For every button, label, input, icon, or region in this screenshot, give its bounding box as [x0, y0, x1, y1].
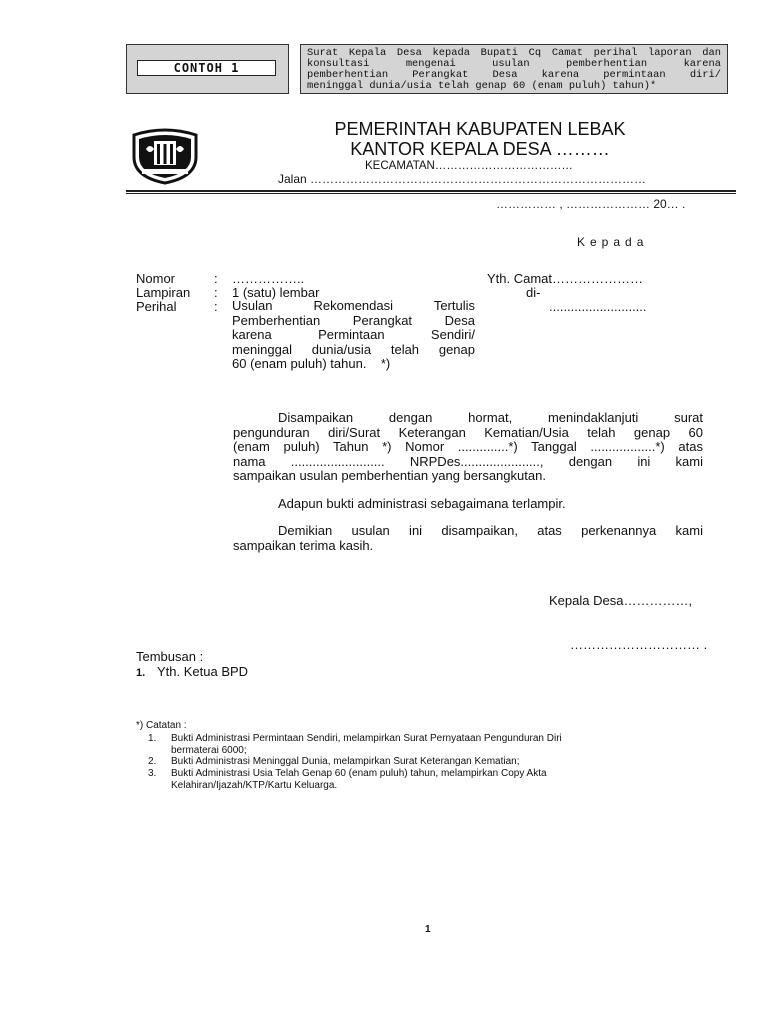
tembusan-number: 1.: [136, 667, 146, 679]
note-number: 3.: [148, 768, 157, 779]
perihal-line: meninggal dunia/usia telah genap: [232, 341, 475, 357]
letterhead-subdistrict: KECAMATAN………………………………: [365, 160, 573, 172]
recipient-camat: Yth. Camat…………………: [487, 271, 644, 286]
letter-date: …………… , ………………… 20… .: [496, 197, 686, 211]
note-line: Bukti Administrasi Permintaan Sendiri, melampirkan Surat Pernyataan Pengunduran Diri: [171, 733, 562, 744]
paragraph-line: sampaikan terima kasih.: [233, 537, 374, 553]
perihal-line: karena Permintaan Sendiri/: [232, 327, 475, 342]
paragraph-line: pengunduran diri/Surat Keterangan Kematian/Usia telah genap 60: [233, 424, 703, 440]
lampiran-value: 1 (satu) lembar: [232, 285, 320, 300]
note-number: 1.: [148, 733, 157, 744]
recipient-place: ...........................: [549, 299, 647, 314]
letterhead-rule-thin: [126, 193, 736, 194]
nomor-label: Nomor: [136, 271, 176, 286]
lampiran-colon: :: [214, 285, 218, 300]
description-line: Surat Kepala Desa kepada Bupati Cq Camat perihal laporan dan: [307, 47, 721, 59]
nomor-colon: :: [214, 271, 218, 286]
paragraph-line: nama .......................... NRPDes......................, dengan ini kami: [233, 453, 703, 469]
letterhead-rule: [126, 190, 736, 192]
nomor-value: ……………..: [232, 271, 305, 286]
notes-title: *) Catatan :: [136, 720, 187, 731]
lampiran-label: Lampiran: [136, 285, 191, 300]
body-paragraph-1: [233, 411, 703, 484]
note-line: Bukti Administrasi Usia Telah Genap 60 (enam puluh) tahun, melampirkan Copy Akta: [171, 768, 547, 779]
description-line: meninggal dunia/usia telah genap 60 (enam puluh) tahun)*: [307, 80, 657, 92]
letterhead-address: Jalan …………………………………………………………………………: [278, 172, 647, 186]
template-description-box: [300, 44, 728, 94]
paragraph-line: (enam puluh) Tahun *) Nomor ..............*) Tanggal ..................*) atas: [233, 439, 703, 454]
perihal-colon: :: [214, 299, 218, 314]
example-label: CONTOH 1: [137, 60, 276, 76]
letterhead-government: PEMERINTAH KABUPATEN LEBAK: [334, 119, 626, 139]
paragraph-line: Demikian usulan ini disampaikan, atas perkenannya kami: [278, 523, 703, 538]
kepada-label: Kepada: [577, 235, 649, 249]
paragraph-line: sampaikan usulan pemberhentian yang bersangkutan.: [233, 468, 546, 483]
page-number: 1: [425, 924, 431, 935]
perihal-label: Perihal: [136, 299, 177, 314]
tembusan-label: Tembusan :: [136, 649, 204, 664]
perihal-line: Pemberhentian Perangkat Desa: [232, 312, 475, 328]
note-line: Bukti Administrasi Meninggal Dunia, melampirkan Surat Keterangan Kematian;: [171, 756, 520, 767]
description-line: konsultasi mengenai usulan pemberhentian karena: [307, 58, 721, 70]
body-paragraph-3: [233, 524, 703, 553]
recipient-di: di-: [526, 285, 541, 300]
note-line: Kelahiran/Ijazah/KTP/Kartu Keluarga.: [171, 780, 338, 791]
paragraph-line: Disampaikan dengan hormat, menindaklanjuti surat: [278, 410, 703, 425]
description-line: pemberhentian Perangkat Desa karena permintaan diri/: [307, 69, 721, 81]
note-line: bermaterai 6000;: [171, 745, 247, 756]
note-number: 2.: [148, 756, 157, 767]
signature-name: ………………………… .: [570, 637, 708, 652]
regency-logo-icon: [130, 127, 200, 185]
body-paragraph-2: Adapun bukti administrasi sebagaimana terlampir.: [278, 496, 566, 511]
signature-title: Kepala Desa……………,: [549, 593, 693, 608]
perihal-line: 60 (enam puluh) tahun. *): [232, 356, 391, 371]
tembusan-item: Yth. Ketua BPD: [157, 664, 249, 679]
perihal-value: [232, 299, 475, 372]
perihal-line: Usulan Rekomendasi Tertulis: [232, 298, 475, 313]
letterhead-office: KANTOR KEPALA DESA ………: [350, 139, 610, 159]
